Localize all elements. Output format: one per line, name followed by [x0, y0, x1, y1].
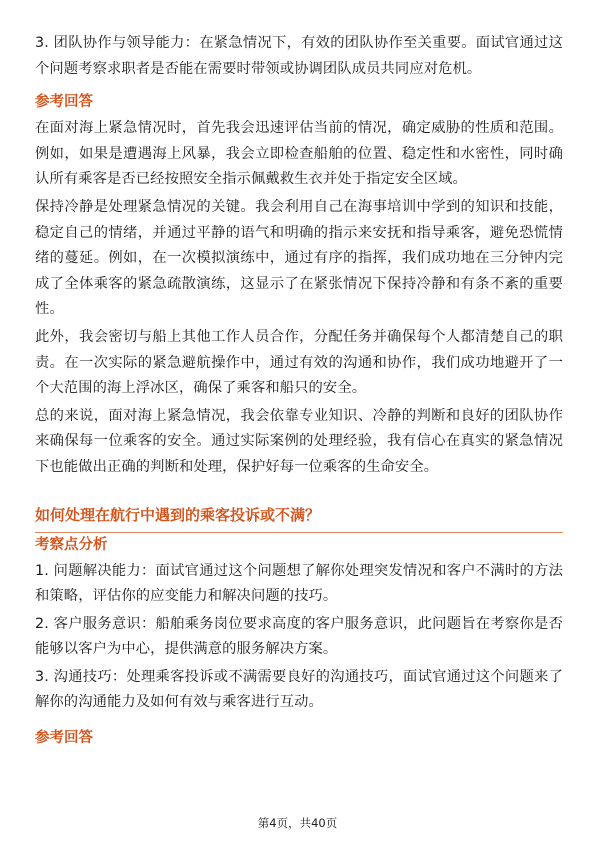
- analysis-point: 1. 问题解决能力：面试官通过这个问题想了解你处理突发情况和客户不满时的方法和策略，评估你的应变能力和解决问题的技巧。: [35, 562, 563, 605]
- analysis-point: 3. 沟通技巧：处理乘客投诉或不满需要良好的沟通技巧，面试官通过这个问题来了解你的沟通能力及如何有效与乘客进行互动。: [35, 668, 563, 711]
- analysis-point-3: 3. 团队协作与领导能力：在紧急情况下，有效的团队协作至关重要。面试官通过这个问题考察求职者是否能在需要时带领或协调团队成员共同应对危机。: [35, 35, 563, 77]
- answer-paragraph: 总的来说，面对海上紧急情况，我会依靠专业知识、冷静的判断和良好的团队协作来确保每一位乘客的安全。通过实际案例的处理经验，我有信心在真实的紧急情况下也能做出正确的判断和处理，保护好每一位乘客的生命安全。: [35, 407, 563, 475]
- reference-answer-heading: 参考回答: [35, 730, 93, 747]
- reference-answer-heading: 参考回答: [35, 94, 93, 111]
- page-number: 第4页，共40页: [257, 816, 338, 830]
- question-title: 如何处理在航行中遇到的乘客投诉或不满？: [35, 505, 321, 524]
- section-spacer: [35, 483, 563, 501]
- analysis-point: 2. 客户服务意识：船舶乘务岗位要求高度的客户服务意识，此问题旨在考察你是否能够以客户为中心，提供满意的服务解决方案。: [35, 615, 563, 658]
- answer-paragraph: 在面对海上紧急情况时，首先我会迅速评估当前的情况，确定威胁的性质和范围。例如，如果是遭遇海上风暴，我会立即检查船舶的位置、稳定性和水密性，同时确认所有乘客是否已经按照安全指示佩戴救生衣并处于指定安全区域。: [35, 120, 563, 188]
- document-page: [35, 31, 563, 752]
- analysis-heading: 考察点分析: [35, 536, 108, 553]
- section-divider: [35, 532, 563, 533]
- answer-paragraph: 保持冷静是处理紧急情况的关键。我会利用自己在海事培训中学到的知识和技能，稳定自己的情绪，并通过平静的语气和明确的指示来安抚和指导乘客，避免恐慌情绪的蔓延。例如，在一次模拟演练中，通过有序的指挥，我们成功地在三分钟内完成了全体乘客的紧急疏散演练，这显示了在紧张情况下保持冷静和有条不紊的重要性。: [35, 198, 563, 318]
- answer-paragraph: 此外，我会密切与船上其他工作人员合作，分配任务并确保每个人都清楚自己的职责。在一次实际的紧急避航操作中，通过有效的沟通和协作，我们成功地避开了一个大范围的海上浮冰区，确保了乘客和船只的安全。: [35, 328, 563, 397]
